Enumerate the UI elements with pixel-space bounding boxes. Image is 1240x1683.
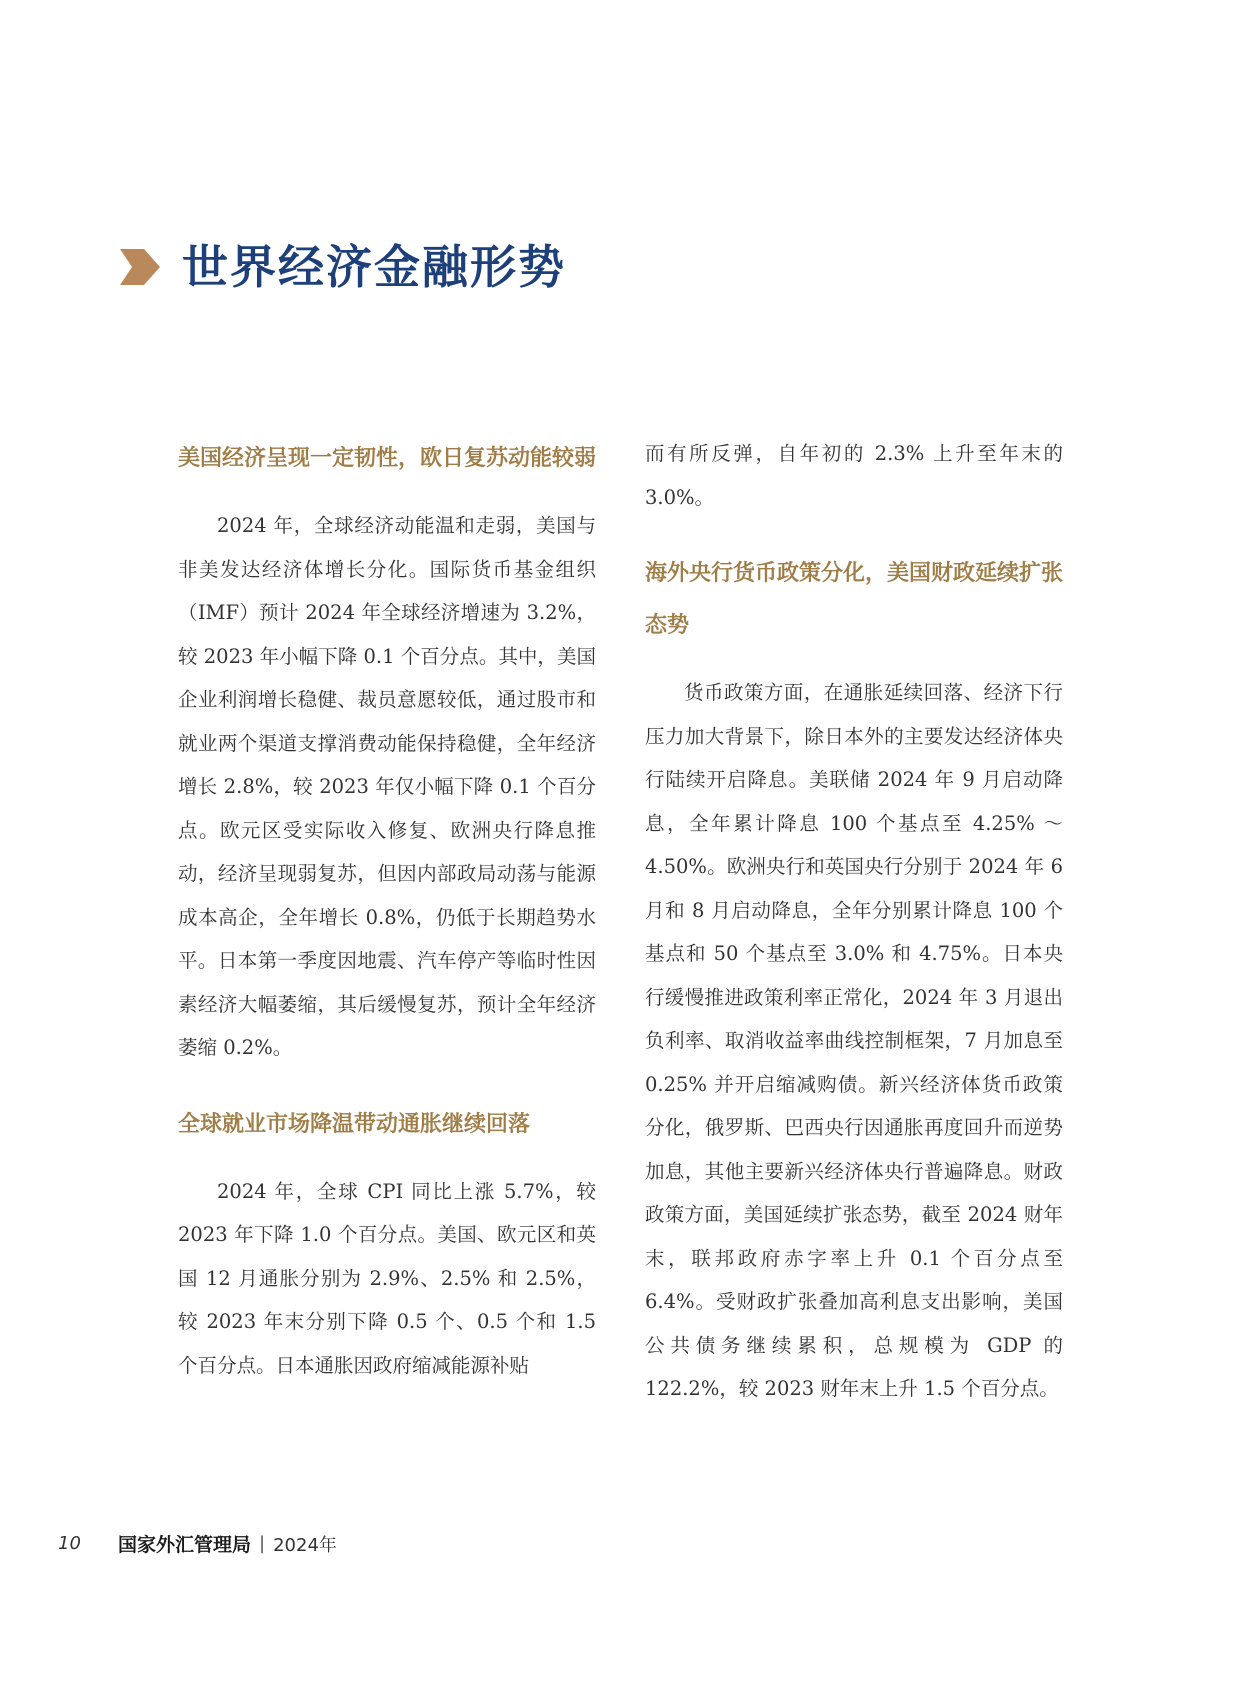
- section-heading-us-economy: 美国经济呈现一定韧性，欧日复苏动能较弱: [178, 445, 597, 471]
- page-number: 10: [58, 1533, 81, 1554]
- page-footer: [58, 1530, 337, 1557]
- paragraph-us-economy: 2024 年，全球经济动能温和走弱，美国与非美发达经济体增长分化。国际货币基金组织（IMF）预计 2024 年全球经济增速为 3.2%，较 2023 年小幅下降 0.1 个百分点。其中，美国企业利润增长稳健、裁员意愿较低，通过股市和就业两个渠道支撑消费动能保持稳健，全年经济增长 2.8%，较 2023 年仅小幅下降 0.1 个百分点。欧元区受实际收入修复、欧洲央行降息推动，经济呈现弱复苏，但因内部政局动荡与能源成本高企，全年增长 0.8%，仍低于长期趋势水平。日本第一季度因地震、汽车停产等临时性因素经济大幅萎缩，其后缓慢复苏，预计全年经济萎缩 0.2%。: [178, 514, 596, 1059]
- left-column: [178, 432, 596, 1415]
- paragraph-central-banks: 货币政策方面，在通胀延续回落、经济下行压力加大背景下，除日本外的主要发达经济体央行陆续开启降息。美联储 2024 年 9 月启动降息，全年累计降息 100 个基点至 4.25% ～ 4.50%。欧洲央行和英国央行分别于 2024 年 6 月和 8 月启动降息，全年分别累计降息 100 个基点和 50 个基点至 3.0% 和 4.75%。日本央行缓慢推进政策利率正常化，2024 年 3 月退出负利率、取消收益率曲线控制框架，7 月加息至 0.25% 并开启缩减购债。新兴经济体货币政策分化，俄罗斯、巴西央行因通胀再度回升而逆势加息，其他主要新兴经济体央行普遍降息。财政政策方面，美国延续扩张态势，截至 2024 财年末，联邦政府赤字率上升 0.1 个百分点至 6.4%。受财政扩张叠加高利息支出影响，美国公共债务继续累积，总规模为 GDP 的 122.2%，较 2023 财年末上升 1.5 个百分点。: [645, 681, 1063, 1400]
- organization-name: 国家外汇管理局: [118, 1534, 252, 1556]
- footer-year: 2024年: [273, 1534, 337, 1556]
- chapter-header: [118, 232, 566, 302]
- footer-divider: |: [259, 1533, 266, 1554]
- chevron-right-icon: [118, 245, 162, 289]
- section-heading-employment-inflation: 全球就业市场降温带动通胀继续回落: [178, 1110, 531, 1137]
- right-column: [645, 432, 1063, 1439]
- chapter-title: 世界经济金融形势: [182, 240, 566, 294]
- paragraph-continuation: 而有所反弹，自年初的 2.3% 上升至年末的 3.0%。: [645, 442, 1063, 509]
- paragraph-employment-inflation: 2024 年，全球 CPI 同比上涨 5.7%，较 2023 年下降 1.0 个百分点。美国、欧元区和英国 12 月通胀分别为 2.9%、2.5% 和 2.5%，较 2023 年末分别下降 0.5 个、0.5 个和 1.5 个百分点。日本通胀因政府缩减能源补贴: [178, 1179, 596, 1377]
- section-heading-central-banks: 海外央行货币政策分化，美国财政延续扩张态势: [645, 560, 1064, 638]
